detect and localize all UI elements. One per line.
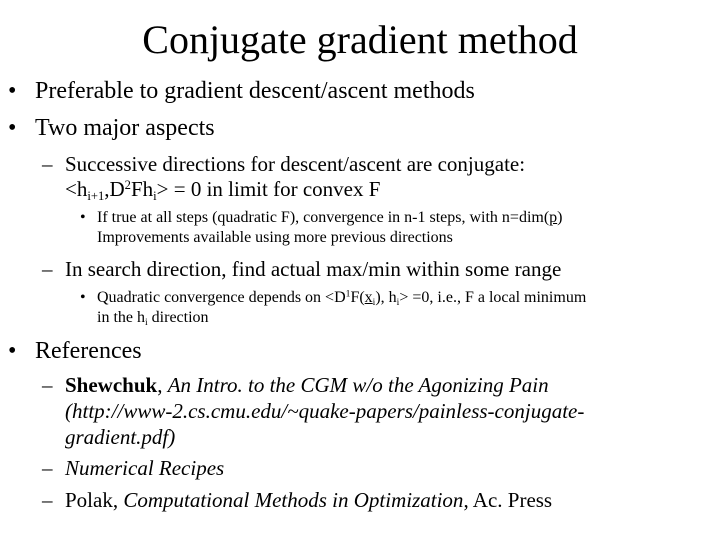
reference-title: An Intro. to the CGM w/o the Agonizing Pain: [167, 373, 549, 397]
text-run: <h: [65, 177, 88, 201]
text-run: ): [557, 209, 563, 226]
text-run: Polak,: [65, 488, 124, 512]
text-run: > =0, i.e., F a local minimum: [399, 289, 587, 306]
sub-bullet-text: In search direction, find actual max/min within some range: [65, 257, 562, 281]
bullet-text: References: [35, 338, 142, 364]
bullet-marker-small: •: [80, 209, 86, 226]
bullet-text: Two major aspects: [35, 115, 215, 141]
sub-sub-bullet-text: [97, 208, 562, 228]
sub-sub-bullet-text: [97, 308, 209, 328]
dash-marker: –: [42, 488, 53, 512]
text-run: F(: [350, 289, 365, 306]
bullet-marker: •: [8, 115, 17, 141]
text-run: , Ac. Press: [463, 488, 553, 512]
text-run: ,: [157, 373, 168, 397]
text-run: gradient.pdf): [65, 425, 176, 449]
reference-url: [65, 398, 584, 424]
text-run: Quadratic convergence depends on <D: [97, 289, 346, 306]
text-run: Computational Methods in Optimization: [123, 488, 464, 512]
bullet-marker-small: •: [80, 289, 86, 306]
sub-sub-bullet-text: Improvements available using more previous directions: [97, 229, 453, 246]
page-title: Conjugate gradient method: [142, 17, 578, 62]
bullet-marker: •: [8, 338, 17, 364]
reference-polak: [65, 487, 552, 513]
text-run: If true at all steps (quadratic F), convergence in n-1 steps, with n=dim(: [97, 209, 550, 226]
text-run: direction: [147, 309, 209, 326]
dash-marker: –: [42, 373, 53, 397]
sub-sub-bullet-text: [97, 288, 586, 308]
subscript: i: [396, 296, 400, 308]
reference-numerical-recipes: [65, 455, 224, 481]
text-run: (http://www-2.cs.cmu.edu/~quake-papers/painless-conjugate-: [65, 399, 585, 423]
text-run: ,D: [104, 177, 125, 201]
vector-p: p: [549, 209, 558, 226]
subscript: i: [153, 188, 157, 203]
text-run: ), h: [375, 289, 397, 306]
dash-marker: –: [42, 152, 53, 176]
text-run: in the h: [97, 309, 145, 326]
dash-marker: –: [42, 456, 53, 480]
bullet-text: Preferable to gradient descent/ascent methods: [35, 78, 475, 104]
text-run: > = 0 in limit for convex F: [156, 177, 381, 201]
dash-marker: –: [42, 257, 53, 281]
vector-x: x: [364, 289, 373, 306]
subscript: i: [372, 296, 376, 308]
text-run: Fh: [130, 177, 154, 201]
sub-bullet-text: Successive directions for descent/ascent are conjugate:: [65, 152, 526, 176]
subscript: i: [145, 316, 148, 328]
reference-author: Shewchuk: [65, 373, 158, 397]
reference-shewchuk: [65, 372, 549, 398]
superscript: 1: [345, 288, 351, 300]
reference-url: [65, 424, 175, 450]
superscript: 2: [124, 178, 131, 193]
bullet-marker: •: [8, 78, 17, 104]
text-run: Numerical Recipes: [65, 456, 225, 480]
conjugacy-condition: [65, 176, 380, 202]
subscript: i+1: [87, 188, 105, 203]
